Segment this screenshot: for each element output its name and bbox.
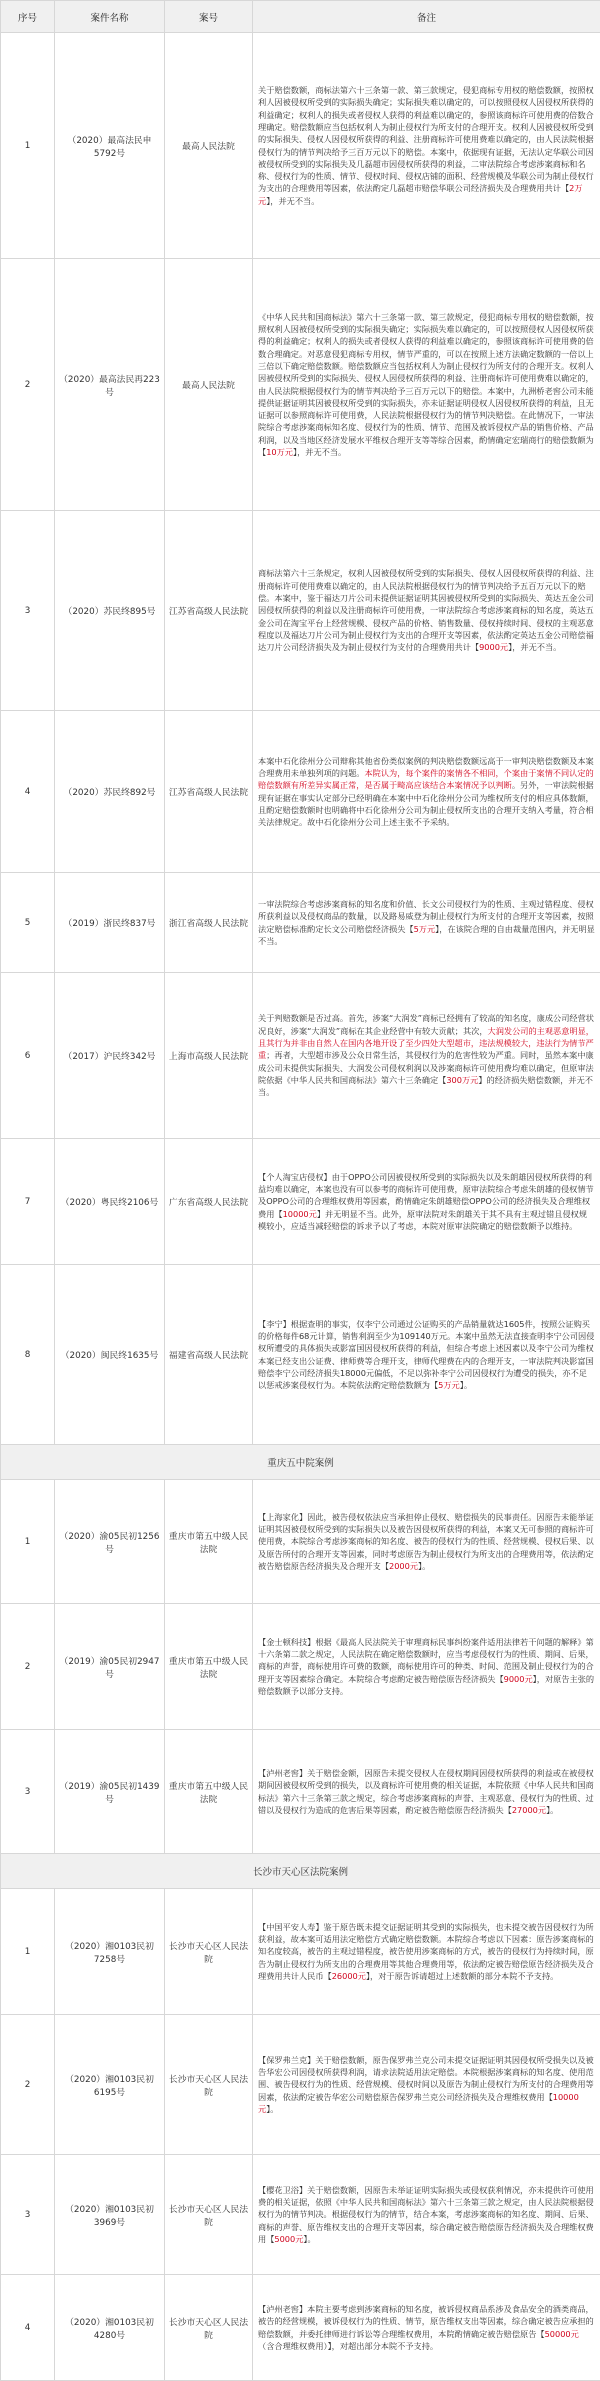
note-text: 【上海家化】因此，被告侵权依法应当承担停止侵权、赔偿损失的民事责任。因原告未能举证证明其因被侵权所受到的实际损失以及被告因侵权所获得的利益，本案又无可参照的商标许可使用费，本院综合考虑涉案商标的知名度、被告的侵权行为的性质、经营规模、侵权后果、以及原告所付的合理开支等因素，同时考虑原告为制止侵权行为所支出的合理费用等，依法酌定被告赔偿原告经济损失及合理开支【 bbox=[258, 1512, 594, 1571]
court-name: 广东省高级人民法院 bbox=[165, 1139, 253, 1265]
highlighted-text: 50000元 bbox=[545, 2329, 579, 2339]
highlighted-text: 5000元 bbox=[274, 2234, 303, 2244]
note-text: 【个人淘宝店侵权】由于OPPO公司因被侵权所受到的实际损失以及朱朗雄因侵权所获得的利益均难以确定，本案也没有可以参考的商标许可使用费，原审法院综合考虑朱朗雄的侵权情节及OPPO公司的合理维权费用等因素，酌情确定朱朗雄赔偿OPPO公司的经济损失及合理维权费用【 bbox=[258, 1172, 594, 1219]
row-number: 1 bbox=[1, 33, 55, 259]
highlighted-text: 26000元 bbox=[332, 1971, 366, 1981]
case-note bbox=[253, 259, 600, 511]
case-note bbox=[253, 973, 600, 1139]
case-note bbox=[253, 2155, 600, 2275]
case-note bbox=[253, 1730, 600, 1854]
table-header-row bbox=[1, 1, 600, 33]
note-text: 【金士顿科技】根据《最高人民法院关于审理商标民事纠纷案件适用法律若干问题的解释》第十六条第二款之规定，人民法院在确定赔偿数额时，应当考虑侵权行为的性质、期间、后果，商标的声誉，商标使用许可费的数额，商标使用许可的种类、时间、范围及制止侵权行为的合理开支等因素综合确定。本院综合考虑酌定被告赔偿原告经济损失【 bbox=[258, 1637, 594, 1684]
case-note bbox=[253, 33, 600, 259]
note-text: 《中华人民共和国商标法》第六十三条第一款、第三款规定，侵犯商标专用权的赔偿数额，按照权利人因被侵权所受到的实际损失确定；实际损失难以确定的，可以按照侵权人因侵权所获得的利益确定；权利人的损失或者侵权人获得的利益难以确定的，参照该商标许可使用费的倍数合理确定。对恶意侵犯商标专用权，情节严重的，可以在按照上述方法确定数额的一倍以上三倍以下确定赔偿数额。赔偿数额应当包括权利人为制止侵权行为所支付的合理开支。权利人因被侵权所受到的实际损失、侵权人因侵权所获得的利益、注册商标许可使用费难以确定的，由人民法院根据侵权行为的情节判决给予三百万元以下的赔偿。本案中，九洲桥老窖公司未能提供证据证明其因被侵权所受到的实际损失，亦未证据证明侵权人因侵权所获得的利益，且无证据可以参照商标许可使用费，人民法院根据侵权行为的情节判决赔偿。在此情况下，一审法院综合考虑涉案商标知名度、侵权行为的性质、情节、范围及被诉侵权产品的销售价格、产品利润，以及当地区经济发展水平维权合理开支等等综合因素，酌情确定宏瑞商行的赔偿数额为【 bbox=[258, 312, 594, 457]
table-row bbox=[1, 2155, 600, 2275]
note-text: 】。 bbox=[460, 1380, 472, 1390]
highlighted-text: 10000元 bbox=[283, 1209, 317, 1219]
highlighted-text: 2万元 bbox=[258, 183, 583, 205]
court-name: 长沙市天心区人民法院 bbox=[165, 1889, 253, 2015]
header-no: 序号 bbox=[1, 1, 55, 33]
case-name: （2020）渝05民初1256号 bbox=[55, 1480, 165, 1604]
note-text: 】，并无不当。 bbox=[508, 642, 561, 652]
case-name: （2020）最高法民再223号 bbox=[55, 259, 165, 511]
table-row bbox=[1, 1480, 600, 1604]
case-name: （2020）粤民终2106号 bbox=[55, 1139, 165, 1265]
note-text: 】。 bbox=[266, 2104, 278, 2114]
court-name: 重庆市第五中级人民法院 bbox=[165, 1730, 253, 1854]
case-note bbox=[253, 1480, 600, 1604]
table-row bbox=[1, 2015, 600, 2155]
row-number: 4 bbox=[1, 2275, 55, 2381]
case-note bbox=[253, 711, 600, 873]
highlighted-text: 300万元 bbox=[446, 1075, 478, 1085]
highlighted-text: 大润发公司的主观恶意明显，且其行为并非由自然人在国内各地开设了至少四处大型超市，违法规模较大，违法行为情节严重 bbox=[258, 1026, 594, 1061]
note-text: 关于判赔数额是否过高。首先，涉案“大润发”商标已经拥有了较高的知名度，康成公司经营状况良好，涉案“大润发”商标在其企业经营中有较大贡献；其次， bbox=[258, 1013, 594, 1035]
table-row bbox=[1, 33, 600, 259]
case-name: （2020）苏民终892号 bbox=[55, 711, 165, 873]
case-note bbox=[253, 1139, 600, 1265]
note-text: 【保罗弗兰克】关于赔偿数额，原告保罗弗兰克公司未提交证据证明其因侵权所受损失以及被告华宏公司因侵权所获得利润，请求法院适用法定赔偿。本院根据涉案商标的知名度、使用范围、被告侵权行为的性质、经营规模、侵权时间以及原告为制止侵权行为所支付的合理费用等因素，依法酌定被告华宏公司赔偿原告保罗弗兰克公司经济损失及合理维权费用【 bbox=[258, 2055, 594, 2102]
note-text: 【中国平安人寿】鉴于原告既未提交证据证明其受到的实际损失，也未提交被告因侵权行为所获利益，故本案可适用法定赔偿方式确定赔偿数额。本院综合考虑以下因素：原告涉案商标的知名度较高，被告的主观过错程度，被告使用涉案商标的方式，被告的侵权行为持续时间，原告为制止侵权行为所支出的合理费用等其他合理费用等，依法酌定被告赔偿原告经济损失及合理费用共计人民币【 bbox=[258, 1922, 594, 1981]
section-title: 长沙市天心区法院案例 bbox=[1, 1854, 600, 1889]
note-text: 本案中石化徐州分公司辩称其他省份类似案例的判决赔偿数额远高于一审判决赔偿数额及本案合理费用未单独列项的问题。 bbox=[258, 756, 594, 778]
court-name: 江苏省高级人民法院 bbox=[165, 711, 253, 873]
court-name: 江苏省高级人民法院 bbox=[165, 511, 253, 711]
table-row bbox=[1, 1265, 600, 1445]
highlighted-text: 5万元 bbox=[414, 924, 436, 934]
note-text: 】的经济损失赔偿数额，并无不当。 bbox=[258, 1075, 593, 1097]
note-text: 】。 bbox=[303, 2234, 315, 2244]
case-name: （2019）渝05民初2947号 bbox=[55, 1604, 165, 1730]
note-text: 【泸州老窖】关于赔偿金额，因原告未提交侵权人在侵权期间因侵权所获得的利益或在被侵权期间因被侵权所受到的损失，以及商标许可使用费的相关证据，本院依照《中华人民共和国商标法》第六十三条第三款之规定，综合考虑涉案商标的声誉、主观恶意、侵权行为的性质、过错以及侵权行为造成的危害后果等因素，酌定被告赔偿原告经济损失【 bbox=[258, 1768, 594, 1815]
header-note: 备注 bbox=[253, 1, 600, 33]
table-row bbox=[1, 973, 600, 1139]
note-text: 【樱花卫浴】关于赔偿数额，因原告未举证证明实际损失或侵权获利情况，亦未提供许可使用费的相关证据，依照《中华人民共和国商标法》第六十三条第三款之规定，由人民法院根据侵权行为的情节判决。根据侵权行为的情节，结合本案，考虑涉案商标的知名度、期间、后果、商标的声誉、原告维权支出的合理开支等因素，综合确定被告赔偿原告经济损失及合理维权费用【 bbox=[258, 2185, 594, 2244]
court-name: 最高人民法院 bbox=[165, 33, 253, 259]
case-name: （2020）湘0103民初7258号 bbox=[55, 1889, 165, 2015]
note-text: 】。 bbox=[546, 1805, 558, 1815]
court-name: 长沙市天心区人民法院 bbox=[165, 2015, 253, 2155]
case-name: （2020）闽民终1635号 bbox=[55, 1265, 165, 1445]
case-name: （2017）沪民终342号 bbox=[55, 973, 165, 1139]
note-text: 】，对原告主张的赔偿数额予以部分支持。 bbox=[258, 1674, 594, 1696]
highlighted-text: 5万元 bbox=[438, 1380, 460, 1390]
case-name: （2020）最高法民申5792号 bbox=[55, 33, 165, 259]
court-name: 上海市高级人民法院 bbox=[165, 973, 253, 1139]
section-header-row bbox=[1, 1445, 600, 1480]
case-name: （2020）湘0103民初4280号 bbox=[55, 2275, 165, 2381]
case-name: （2020）苏民终895号 bbox=[55, 511, 165, 711]
section-title: 重庆五中院案例 bbox=[1, 1445, 600, 1480]
court-name: 最高人民法院 bbox=[165, 259, 253, 511]
note-text: 。另外，一审法院根据现有证据在事实认定部分已经明确在本案中中石化徐州分公司为维权所支付的相应具体数额，且酌定赔偿数额时也明确将中石化徐州分公司为制止侵权所支出的合理开支纳入考量，符合相关法律规定。故中石化徐州分公司上述主张不予采纳。 bbox=[258, 780, 594, 827]
highlighted-text: 10000元 bbox=[258, 2092, 579, 2114]
table-row bbox=[1, 1730, 600, 1854]
case-name: （2019）浙民终837号 bbox=[55, 873, 165, 973]
note-text: 】。 bbox=[418, 1561, 430, 1571]
note-text: 】，并无不当。 bbox=[266, 196, 319, 206]
note-text: 商标法第六十三条规定，权利人因被侵权所受到的实际损失、侵权人因侵权所获得的利益、注册商标许可使用费难以确定的，由人民法院根据侵权行为的情节判决给予五百万元以下的赔偿。本案中，鉴于福达刀片公司未提供证据证明其因被侵权所受到的实际损失、英达五金公司因侵权所获得的利益以及注册商标许可使用费，一审法院综合考虑涉案商标的知名度，英达五金公司在淘宝平台上经营规模、侵权产品的价格、销售数量、侵权持续时间、侵权的主观恶意程度以及福达刀片公司为制止侵权行为支出的合理开支等因素，依法酌定英达五金公司赔偿福达刀片公司经济损失及为制止侵权行为支付的合理费用共计【 bbox=[258, 568, 594, 652]
row-number: 8 bbox=[1, 1265, 55, 1445]
court-name: 长沙市天心区人民法院 bbox=[165, 2155, 253, 2275]
case-note bbox=[253, 2015, 600, 2155]
case-note bbox=[253, 1265, 600, 1445]
note-text: 】，并无不当。 bbox=[293, 447, 346, 457]
case-name: （2019）渝05民初1439号 bbox=[55, 1730, 165, 1854]
note-text: 一审法院综合考虑涉案商标的知名度和价值、长文公司侵权行为的性质、主观过错程度、侵权所获利益以及侵权商品的数量，以及路易威登为制止侵权行为所支付的合理开支等因素，按照法定赔偿标准酌定长文公司赔偿经济损失【 bbox=[258, 899, 594, 934]
table-row bbox=[1, 1889, 600, 2015]
highlighted-text: 本院认为，每个案件的案情各不相同，个案由于案情不同认定的赔偿数额有所差异实属正常，是否属于畸高应该结合本案情况予以判断 bbox=[258, 768, 594, 790]
row-number: 1 bbox=[1, 1480, 55, 1604]
row-number: 4 bbox=[1, 711, 55, 873]
case-note bbox=[253, 1889, 600, 2015]
row-number: 2 bbox=[1, 2015, 55, 2155]
table-body bbox=[1, 33, 600, 2381]
highlighted-text: 27000元 bbox=[512, 1805, 546, 1815]
note-text: 】并无明显不当。此外，原审法院对朱朗雄关于其不具有主观过错且侵权规模较小，应适当减轻赔偿的诉求予以了考虑，本院对原审法院确定的赔偿数额予以维持。 bbox=[258, 1209, 587, 1231]
table-row bbox=[1, 259, 600, 511]
table-row bbox=[1, 873, 600, 973]
note-text: 【李宁】根据查明的事实，仅李宁公司通过公证购买的产品销量就达1605件，按照公证购买的价格每件68元计算，销售利润至少为109140万元。本案中虽然无法直接查明李宁公司因侵权所遭受的具体损失或影富国因侵权所获得的利益，但综合考虑上述因素以及李宁公司为维权本案已经支出公证费、律师费等合理开支，律师代理费在内的合理开支，一审法院判决影富国赔偿李宁公司经济损失18000元偏低，不足以弥补李宁公司因侵权行为遭受的损失，亦不足以惩戒涉案侵权行为。本院依法酌定赔偿数额为【 bbox=[258, 1319, 594, 1390]
highlighted-text: 9000元 bbox=[504, 1674, 533, 1684]
table-row bbox=[1, 2275, 600, 2381]
court-name: 长沙市天心区人民法院 bbox=[165, 2275, 253, 2381]
section-header-row bbox=[1, 1854, 600, 1889]
header-case-name: 案件名称 bbox=[55, 1, 165, 33]
court-name: 福建省高级人民法院 bbox=[165, 1265, 253, 1445]
case-name: （2020）湘0103民初3969号 bbox=[55, 2155, 165, 2275]
row-number: 3 bbox=[1, 511, 55, 711]
note-text: 关于赔偿数额，商标法第六十三条第一款、第三款规定，侵犯商标专用权的赔偿数额，按照权利人因被侵权所受到的实际损失确定；实际损失难以确定的，可以按照侵权人因侵权所获得的利益确定；权利人的损失或者侵权人获得的利益难以确定的，参照该商标许可使用费的倍数合理确定。赔偿数额应当包括权利人为制止侵权行为所支付的合理开支。权利人因被侵权所受到的实际损失、侵权人因侵权所获得的利益、注册商标许可使用费难以确定的，由人民法院根据侵权行为的情节判决给予三百万元以下的赔偿。本案中，依据现有证据，无法认定华联公司因被侵权所受到的实际损失及几磊超市因侵权所获得的利益，二审法院综合考虑涉案商标和名称、侵权行为的性质、情节、侵权时间、侵权店铺的面积、经营规模及华联公司为制止侵权行为支出的合理费用等因素，依法酌定几磊超市赔偿华联公司经济损失及合理费用共计【 bbox=[258, 85, 594, 193]
court-name: 重庆市第五中级人民法院 bbox=[165, 1480, 253, 1604]
case-note bbox=[253, 2275, 600, 2381]
row-number: 5 bbox=[1, 873, 55, 973]
row-number: 2 bbox=[1, 259, 55, 511]
note-text: （含合理维权费用）】，对超出部分本院不予支持。 bbox=[258, 2341, 438, 2351]
highlighted-text: 2000元 bbox=[389, 1561, 418, 1571]
row-number: 6 bbox=[1, 973, 55, 1139]
court-name: 重庆市第五中级人民法院 bbox=[165, 1604, 253, 1730]
case-note bbox=[253, 1604, 600, 1730]
row-number: 3 bbox=[1, 1730, 55, 1854]
court-name: 浙江省高级人民法院 bbox=[165, 873, 253, 973]
case-note bbox=[253, 873, 600, 973]
note-text: ；再者，大型超市涉及公众日常生活，其侵权行为的危害性较为严重。同时，虽然本案中康成公司未提供实际损失、大润发公司侵权利润以及涉案商标许可使用费均难以确定，但原审法院依据《中华人民共和国商标法》第六十三条确定【 bbox=[258, 1050, 594, 1085]
note-text: 】，对于原告诉请超过上述数额的部分本院不予支持。 bbox=[366, 1971, 558, 1981]
row-number: 1 bbox=[1, 1889, 55, 2015]
table-row bbox=[1, 511, 600, 711]
table-row bbox=[1, 711, 600, 873]
case-name: （2020）湘0103民初6195号 bbox=[55, 2015, 165, 2155]
row-number: 7 bbox=[1, 1139, 55, 1265]
header-case-number: 案号 bbox=[165, 1, 253, 33]
row-number: 2 bbox=[1, 1604, 55, 1730]
table-row bbox=[1, 1604, 600, 1730]
highlighted-text: 10万元 bbox=[266, 447, 293, 457]
case-note bbox=[253, 511, 600, 711]
table-row bbox=[1, 1139, 600, 1265]
note-text: 【泸州老窖】本院主要考虑到涉案商标的知名度，被诉侵权商品系涉及食品安全的酒类商品，被告的经营规模，被诉侵权行为的性质、情节，原告维权支出等因素，综合确定被告应承担的赔偿数额，并委托律师进行诉讼等合理维权费用，本院酌情确定被告赔偿原告【 bbox=[258, 2304, 594, 2339]
highlighted-text: 9000元 bbox=[479, 642, 508, 652]
row-number: 3 bbox=[1, 2155, 55, 2275]
note-text: 】，在该院合理的自由裁量范围内，并无明显不当。 bbox=[258, 924, 595, 946]
